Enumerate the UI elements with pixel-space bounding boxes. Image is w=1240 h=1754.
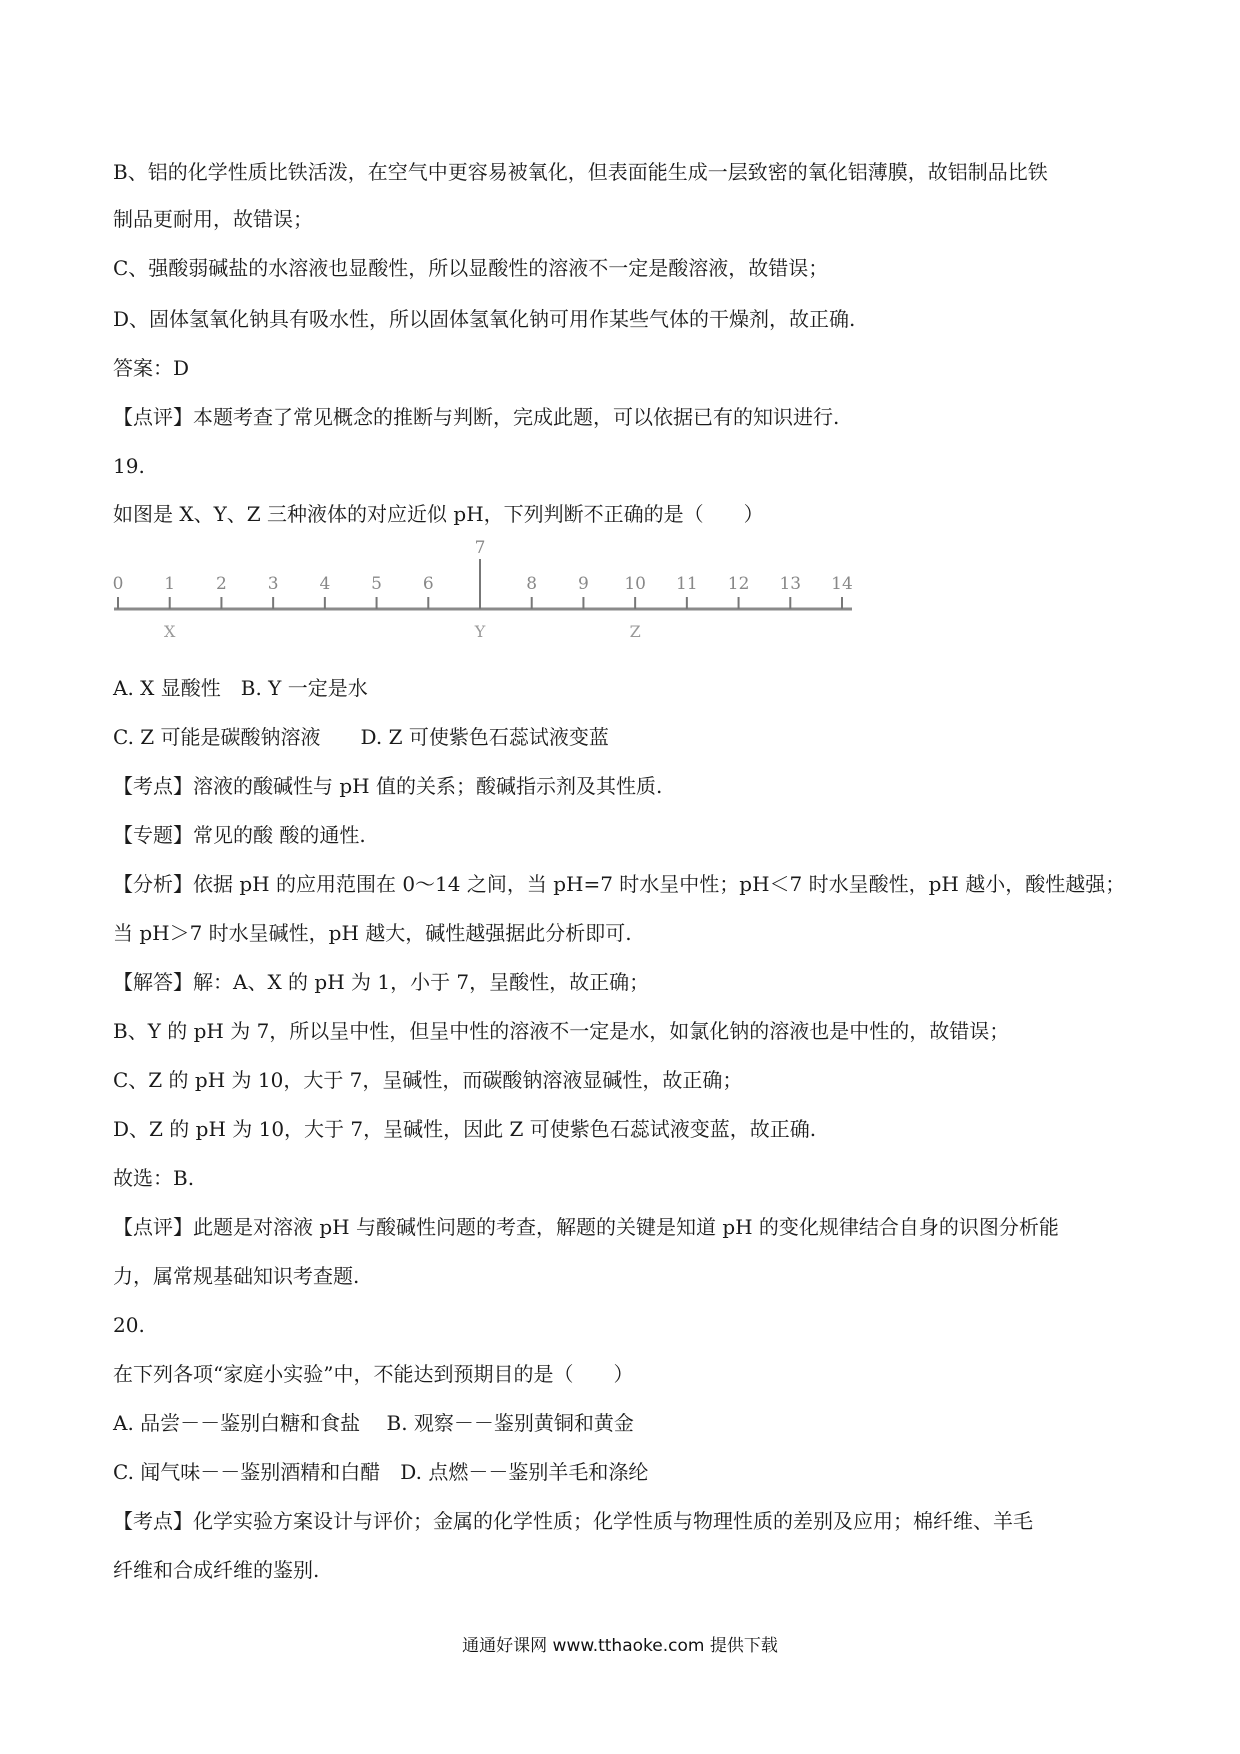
ph-tick-label-0: 0 [112,574,124,594]
text-line-1: B、铝的化学性质比铁活泼，在空气中更容易被氧化，但表面能生成一层致密的氧化铝薄膜，故铝制品比铁 [113,160,1048,184]
ph-tick-label-12: 12 [727,574,750,594]
text-line-4: D、固体氢氧化钠具有吸水性，所以固体氢氧化钠可用作某些气体的干燥剂，故正确. [113,307,856,331]
text-line-2: 制品更耐用，故错误； [113,207,313,231]
ph-tick-label-1: 1 [164,574,176,594]
text-line-5: 答案：D [113,356,190,380]
question-20-stem: 在下列各项“家庭小实验”中，不能达到预期目的是（ ） [113,1362,634,1386]
text-line-zhuanti-19: 【专题】常见的酸 酸的通性. [113,823,366,847]
text-line-dianping-19b: 力，属常规基础知识考查题. [113,1264,360,1288]
option-line-ab: A. X 显酸性 B. Y 一定是水 [113,676,368,700]
ph-tick-label-3: 3 [267,574,279,594]
ph-marker-x: X [164,622,176,641]
text-line-jieda-19d: D、Z 的 pH 为 10，大于 7，呈碱性，因此 Z 可使紫色石蕊试液变蓝，故正确. [113,1117,817,1141]
question-19-stem: 如图是 X、Y、Z 三种液体的对应近似 pH，下列判断不正确的是（ ） [113,502,764,526]
text-line-6: 【点评】本题考查了常见概念的推断与判断，完成此题，可以依据已有的知识进行. [113,405,840,429]
text-line-dianping-19a: 【点评】此题是对溶液 pH 与酸碱性问题的考查，解题的关键是知道 pH 的变化规律结合自身的识图分析能 [113,1215,1059,1239]
text-line-jieda-19a: 【解答】解：A、X 的 pH 为 1，小于 7，呈酸性，故正确； [113,970,650,994]
ph-tick-label-8: 8 [526,574,538,594]
ph-tick-label-14: 14 [831,574,853,594]
option-line-20cd: C. 闻气味－－鉴别酒精和白醋 D. 点燃－－鉴别羊毛和涤纶 [113,1460,649,1484]
ph-marker-z: Z [629,622,641,641]
ph-tick-label-6: 6 [422,574,434,594]
ph-tick-label-10: 10 [624,574,646,594]
ph-tick-label-13: 13 [779,574,802,594]
text-line-fenxi-19b: 当 pH＞7 时水呈碱性，pH 越大，碱性越强据此分析即可. [113,921,632,945]
text-line-3: C、强酸弱碱盐的水溶液也显酸性，所以显酸性的溶液不一定是酸溶液，故错误； [113,256,829,280]
footer-watermark: 通通好课网 www.tthaoke.com 提供下载 [462,1636,778,1656]
text-line-kaodian-19: 【考点】溶液的酸碱性与 pH 值的关系；酸碱指示剂及其性质. [113,774,663,798]
option-line-20ab: A. 品尝－－鉴别白糖和食盐 B. 观察－－鉴别黄铜和黄金 [113,1411,634,1435]
text-line-jieda-19c: C、Z 的 pH 为 10，大于 7，呈碱性，而碳酸钠溶液显碱性，故正确； [113,1068,743,1092]
text-line-kaodian-20a: 【考点】化学实验方案设计与评价；金属的化学性质；化学性质与物理性质的差别及应用；棉纤维、羊毛 [113,1509,1033,1533]
ph-tick-label-5: 5 [371,574,382,594]
ph-tick-label-9: 9 [578,574,589,594]
text-line-jieda-19b: B、Y 的 pH 为 7，所以呈中性，但呈中性的溶液不一定是水，如氯化钠的溶液也是中性的，故错误； [113,1019,1010,1043]
ph-marker-y: Y [474,622,486,641]
ph-tick-label-2: 2 [216,574,227,594]
ph-scale-figure [112,535,857,645]
text-line-kaodian-20b: 纤维和合成纤维的鉴别. [113,1558,320,1582]
ph-scale-svg [112,535,857,645]
text-line-fenxi-19a: 【分析】依据 pH 的应用范围在 0～14 之间，当 pH=7 时水呈中性；pH＜7 时水呈酸性，pH 越小，酸性越强； [113,872,1126,896]
question-number-20: 20. [113,1313,145,1337]
ph-tick-label-4: 4 [319,574,331,594]
option-line-cd: C. Z 可能是碳酸钠溶液 D. Z 可使紫色石蕊试液变蓝 [113,725,609,749]
ph-tick-label-7: 7 [474,538,486,558]
question-number-19: 19. [113,454,145,478]
text-line-guxuan-19: 故选：B. [113,1166,195,1190]
ph-tick-label-11: 11 [676,574,698,594]
